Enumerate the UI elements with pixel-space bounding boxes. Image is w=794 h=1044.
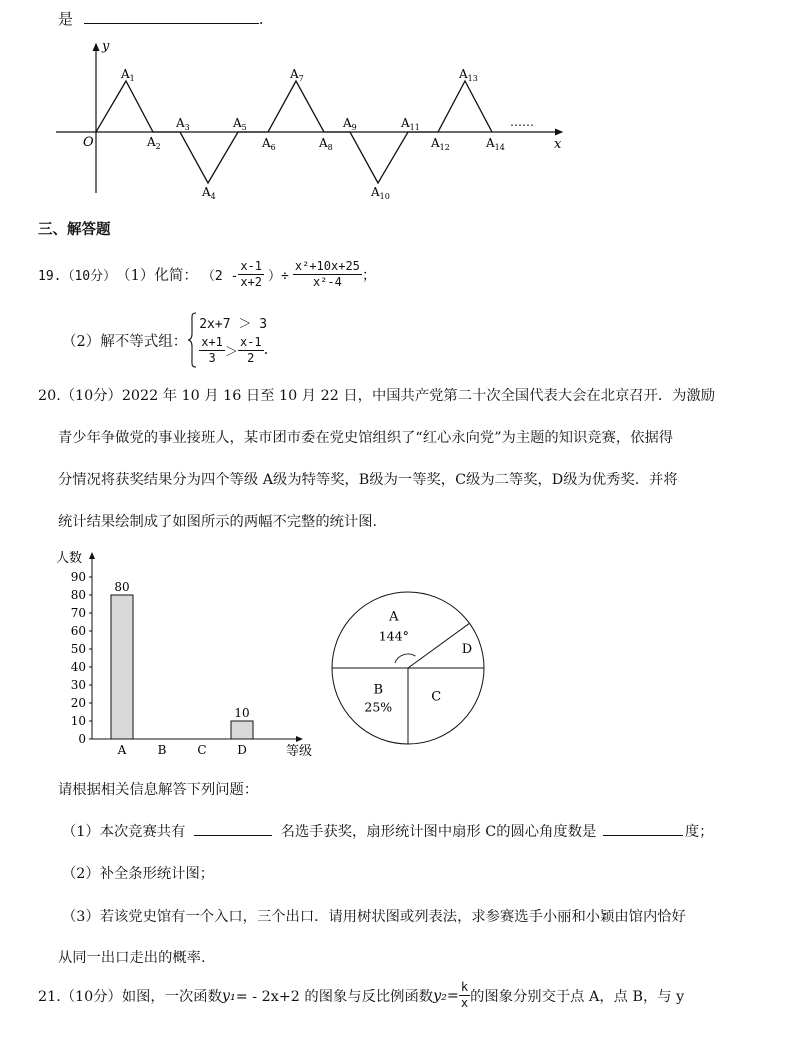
q21-line xyxy=(38,980,684,1011)
bar-A xyxy=(111,595,133,739)
answer-blank-q18[interactable] xyxy=(84,23,259,24)
q20-sub3-line2: 从同一出口走出的概率. xyxy=(58,950,206,966)
bar-xlabel: 等级 xyxy=(286,744,313,759)
ineq2-num-left: x+1 xyxy=(201,334,223,349)
ineq2-den-left: 3 xyxy=(208,350,216,365)
q21-y1: y₁ xyxy=(221,987,236,1004)
pie-annotation-A: 144° xyxy=(378,628,409,644)
frac2-den: x²-4 xyxy=(312,275,342,289)
q19-frac1 xyxy=(238,259,264,290)
label-A10: $A_{10}$ xyxy=(371,185,390,201)
q20-sub1 xyxy=(62,821,713,841)
q21-frac-num: k xyxy=(460,980,469,994)
label-A8: $A_8$ xyxy=(319,136,333,152)
ineq2-op: ＞ xyxy=(224,344,238,360)
q18-prefix: 是 xyxy=(58,10,74,28)
y-tick-label: 90 xyxy=(70,570,86,584)
ellipsis: …… xyxy=(510,115,534,129)
q19-part1 xyxy=(38,259,376,290)
label-A14: $A_{14}$ xyxy=(486,136,505,152)
q21-text-a: 21.（10分）如图，一次函数 xyxy=(38,988,222,1005)
inequality-1: 2x+7 ＞ 3 xyxy=(199,316,268,332)
q20-sub3-line1: （3）若该党史馆有一个入口，三个出口．请用树状图或列表法，求参赛选手小丽和小颖由馆内恰好 xyxy=(62,909,686,925)
origin-label: O xyxy=(83,135,94,150)
label-A12: $A_{12}$ xyxy=(431,136,450,152)
q20-line3: 分情况将获奖结果分为四个等级 A级为特等奖，B级为一等奖，C级为二等奖，D级为优秀奖．并将 xyxy=(58,472,678,488)
inequality-2 xyxy=(199,335,268,366)
y-axis-label: y xyxy=(102,39,110,54)
pie-annotation-B: 25% xyxy=(364,699,393,715)
q20-prompt: 请根据相关信息解答下列问题： xyxy=(58,782,259,798)
y-tick-label: 30 xyxy=(70,678,86,692)
q20-sub1-b: 名选手获奖，扇形统计图中扇形 C的圆心角度数是 xyxy=(280,824,597,840)
pie-label-A: A xyxy=(389,609,399,625)
y-tick-label: 10 xyxy=(70,714,86,728)
label-A2: $A_2$ xyxy=(147,135,161,151)
brace-icon xyxy=(187,312,197,368)
ineq2-num-right: x-1 xyxy=(239,334,262,349)
bar-value-label: 80 xyxy=(114,580,130,594)
zigzag-figure xyxy=(0,30,794,240)
inequality-system xyxy=(199,315,268,366)
answer-blank-angle[interactable] xyxy=(603,835,683,836)
q21-frac xyxy=(459,980,470,1011)
y-tick-label: 60 xyxy=(70,624,86,638)
q20-sub2: （2）补全条形统计图； xyxy=(62,866,215,882)
bar-ylabel: 人数 xyxy=(56,551,83,566)
q19-part2 xyxy=(62,312,268,368)
q21-frac-den: x xyxy=(460,996,469,1010)
q20-sub1-a: （1）本次竞赛共有 xyxy=(62,824,186,840)
q18-end: . xyxy=(258,10,264,28)
q19-part2-end: . xyxy=(263,342,269,358)
bar-D xyxy=(231,721,253,739)
frac2-num: x²+10x+25 xyxy=(294,259,360,273)
y-tick-label: 0 xyxy=(78,732,86,746)
y-tick-label: 20 xyxy=(70,696,86,710)
bar-value-label: 10 xyxy=(234,706,250,720)
q20-line4: 统计结果绘制成了如图所示的两幅不完整的统计图. xyxy=(58,514,378,530)
answer-blank-count[interactable] xyxy=(194,835,272,836)
q19-expr-div: ）÷ xyxy=(268,269,289,284)
pie-label-D: D xyxy=(461,641,473,657)
label-A1: $A_1$ xyxy=(121,67,135,83)
q20-line1: 20.（10分）2022 年 10 月 16 日至 10 月 22 日，中国共产党第二十次全国代表大会在北京召开．为激励 xyxy=(38,388,716,404)
q19-frac2 xyxy=(293,259,362,290)
q19-number: 19.（10分） xyxy=(38,269,117,284)
label-A4: $A_4$ xyxy=(202,185,216,201)
x-tick-label: C xyxy=(197,743,207,757)
label-A6: $A_6$ xyxy=(262,136,276,152)
pie-label-C: C xyxy=(431,689,442,705)
q21-text-c: = xyxy=(446,987,459,1004)
x-tick-label: D xyxy=(237,743,247,757)
q21-y2: y₂ xyxy=(433,987,447,1004)
label-A11: $A_{11}$ xyxy=(401,116,420,132)
x-tick-label: A xyxy=(117,743,127,757)
q19-part1-end: ； xyxy=(361,268,377,284)
x-tick-label: B xyxy=(157,743,167,757)
y-tick-label: 40 xyxy=(70,660,86,674)
label-A9: $A_9$ xyxy=(343,116,357,132)
q19-part2-label: （2）解不等式组： xyxy=(62,333,188,350)
y-tick-label: 80 xyxy=(70,588,86,602)
q20-line2: 青少年争做党的事业接班人，某市团市委在党史馆组织了“红心永向党”为主题的知识竞赛，依据得 xyxy=(58,430,674,446)
frac1-num: x-1 xyxy=(240,259,263,273)
x-axis-label: x xyxy=(554,137,562,152)
label-A13: $A_{13}$ xyxy=(459,67,478,83)
q20-sub1-c: 度； xyxy=(684,824,714,840)
y-tick-label: 50 xyxy=(70,642,86,656)
section-title: 三、解答题 xyxy=(38,222,111,238)
label-A5: $A_5$ xyxy=(233,116,247,132)
q21-text-d: 的图象分别交于点 A，点 B，与 y xyxy=(470,988,685,1005)
q19-expr-open: （2 - xyxy=(201,269,239,284)
q21-text-b: = - 2x+2 的图象与反比例函数 xyxy=(235,988,434,1005)
pie-chart xyxy=(328,588,488,748)
frac1-den: x+2 xyxy=(240,275,263,289)
q19-part1-label: （1）化简： xyxy=(116,268,198,284)
y-tick-label: 70 xyxy=(70,606,86,620)
ineq2-frac-right xyxy=(238,335,264,366)
label-A7: $A_7$ xyxy=(290,67,304,83)
pie-label-B: B xyxy=(373,682,384,698)
ineq2-den-right: 2 xyxy=(247,350,255,365)
bar-chart xyxy=(50,545,320,765)
q18-tail xyxy=(58,8,264,29)
label-A3: $A_3$ xyxy=(176,116,190,132)
ineq2-frac-left xyxy=(199,335,225,366)
